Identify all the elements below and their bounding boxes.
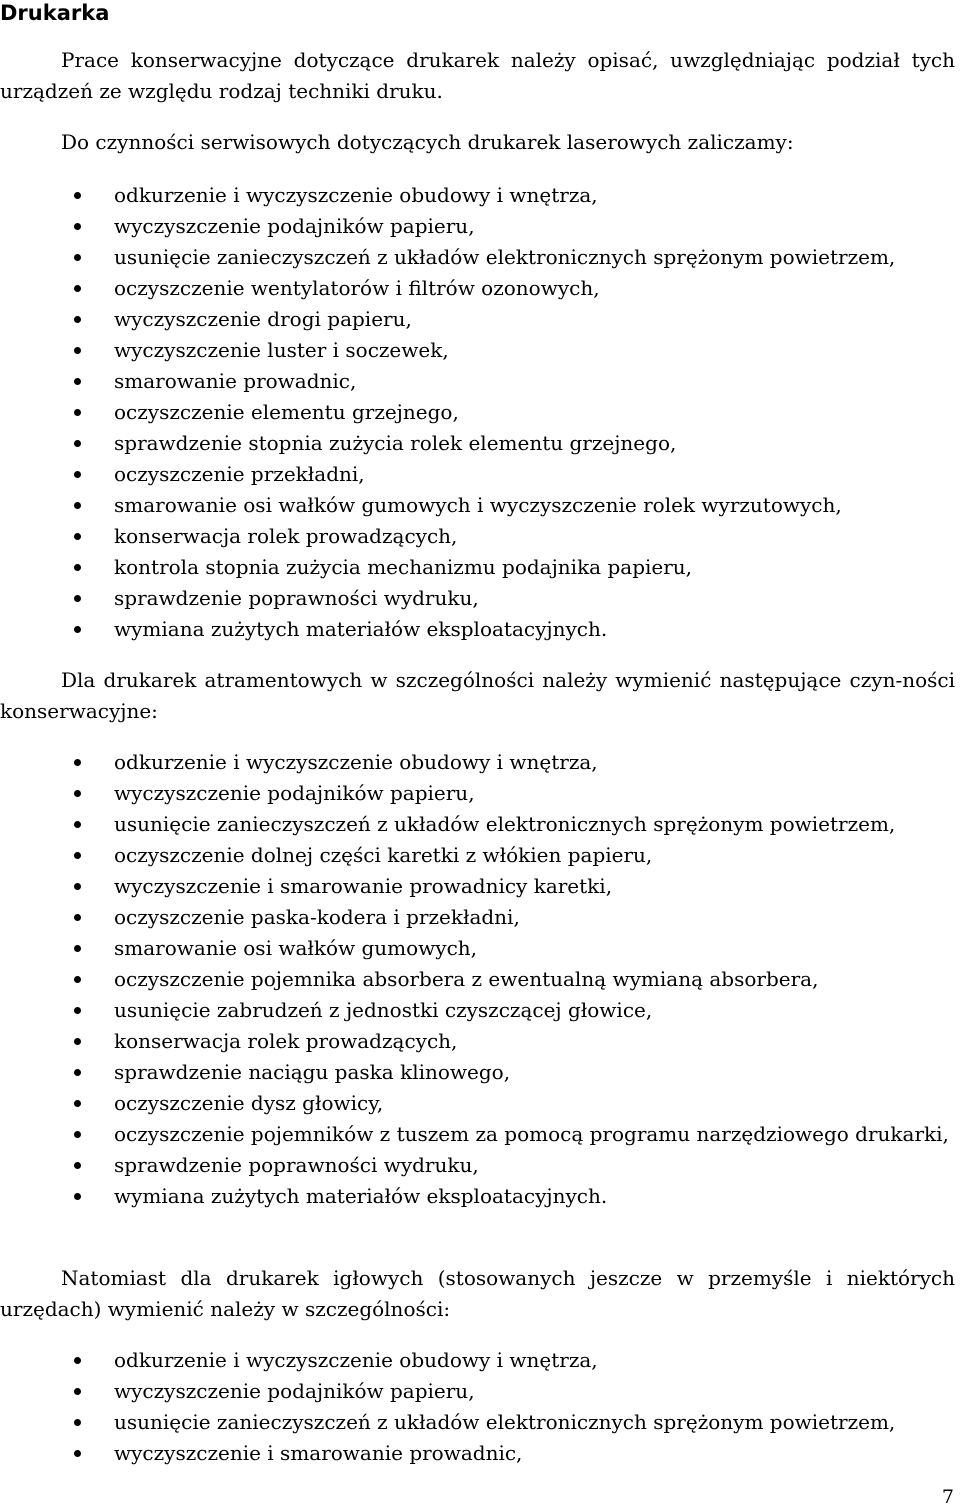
laser-list-item-text: oczyszczenie wentylatorów i filtrów ozonowych, [114, 276, 600, 300]
laser-list-item [0, 521, 955, 552]
inkjet-list-item [0, 1119, 955, 1150]
laser-list-item [0, 242, 955, 273]
section-heading: Drukarka [0, 1, 110, 25]
bullet-icon [74, 759, 81, 766]
dotmatrix-list-item [0, 1438, 955, 1469]
inkjet-list-item [0, 809, 955, 840]
inkjet-list-item [0, 995, 955, 1026]
laser-list-item-text: kontrola stopnia zużycia mechanizmu podajnika papieru, [114, 555, 693, 579]
inkjet-list-item [0, 778, 955, 809]
dotmatrix-list-item [0, 1407, 955, 1438]
laser-list-item [0, 335, 955, 366]
laser-list-item [0, 211, 955, 242]
inkjet-list-item-text: wyczyszczenie podajników papieru, [114, 781, 475, 805]
bullet-icon [74, 821, 81, 828]
inkjet-list-item [0, 1057, 955, 1088]
inkjet-list-item-text: oczyszczenie pojemnika absorbera z ewentualną wymianą absorbera, [114, 967, 819, 991]
bullet-icon [74, 347, 81, 354]
laser-list-item [0, 583, 955, 614]
bullet-icon [74, 223, 81, 230]
laser-list-item-text: wymiana zużytych materiałów eksploatacyjnych. [114, 617, 608, 641]
laser-list-item-text: wyczyszczenie drogi papieru, [114, 307, 412, 331]
laser-list-item [0, 428, 955, 459]
dotmatrix-list-item [0, 1376, 955, 1407]
dotmatrix-maintenance-list [0, 1345, 955, 1469]
bullet-icon [74, 883, 81, 890]
bullet-icon [74, 564, 81, 571]
inkjet-list-item-text: sprawdzenie naciągu paska klinowego, [114, 1060, 511, 1084]
page-number: 7 [941, 1486, 954, 1508]
bullet-icon [74, 192, 81, 199]
laser-list-item [0, 614, 955, 645]
inkjet-list-item [0, 1088, 955, 1119]
inkjet-list-item-text: smarowanie osi wałków gumowych, [114, 936, 478, 960]
bullet-icon [74, 1388, 81, 1395]
inkjet-list-item-text: wymiana zużytych materiałów eksploatacyjnych. [114, 1184, 608, 1208]
inkjet-list-item-text: usunięcie zanieczyszczeń z układów elektronicznych sprężonym powietrzem, [114, 812, 896, 836]
bullet-icon [74, 1069, 81, 1076]
inkjet-list-item-text: usunięcie zabrudzeń z jednostki czyszczącej głowice, [114, 998, 653, 1022]
inkjet-list-item-text: sprawdzenie poprawności wydruku, [114, 1153, 479, 1177]
bullet-icon [74, 790, 81, 797]
bullet-icon [74, 1450, 81, 1457]
bullet-icon [74, 976, 81, 983]
inkjet-list-item-text: oczyszczenie dolnej części karetki z włókien papieru, [114, 843, 653, 867]
laser-list-item [0, 273, 955, 304]
inkjet-list-item [0, 902, 955, 933]
inkjet-list-item-text: oczyszczenie dysz głowicy, [114, 1091, 384, 1115]
inkjet-list-item [0, 747, 955, 778]
bullet-icon [74, 595, 81, 602]
bullet-icon [74, 378, 81, 385]
laser-list-item [0, 180, 955, 211]
laser-list-item-text: wyczyszczenie luster i soczewek, [114, 338, 449, 362]
laser-list-item-text: oczyszczenie elementu grzejnego, [114, 400, 459, 424]
dotmatrix-list-item-text: usunięcie zanieczyszczeń z układów elektronicznych sprężonym powietrzem, [114, 1410, 896, 1434]
laser-list-item [0, 459, 955, 490]
inkjet-list-item [0, 933, 955, 964]
inkjet-list-item-text: odkurzenie i wyczyszczenie obudowy i wnętrza, [114, 750, 598, 774]
laser-list-item [0, 552, 955, 583]
bullet-icon [74, 285, 81, 292]
laser-list-item [0, 304, 955, 335]
inkjet-list-item-text: konserwacja rolek prowadzących, [114, 1029, 458, 1053]
bullet-icon [74, 914, 81, 921]
laser-list-item-text: odkurzenie i wyczyszczenie obudowy i wnętrza, [114, 183, 598, 207]
laser-list-item-text: sprawdzenie poprawności wydruku, [114, 586, 479, 610]
bullet-icon [74, 1162, 81, 1169]
bullet-icon [74, 409, 81, 416]
inkjet-list-item-text: oczyszczenie paska-kodera i przekładni, [114, 905, 520, 929]
laser-lead-paragraph: Do czynności serwisowych dotyczących drukarek laserowych zaliczamy: [61, 130, 794, 154]
bullet-icon [74, 626, 81, 633]
dotmatrix-list-item-text: wyczyszczenie podajników papieru, [114, 1379, 475, 1403]
inkjet-list-item [0, 1026, 955, 1057]
laser-list-item-text: sprawdzenie stopnia zużycia rolek elementu grzejnego, [114, 431, 677, 455]
bullet-icon [74, 471, 81, 478]
laser-list-item-text: wyczyszczenie podajników papieru, [114, 214, 475, 238]
dotmatrix-lead-paragraph: Natomiast dla drukarek igłowych (stosowanych jeszcze w przemyśle i niektórych urzędach) wymienić należy w szczególności: [0, 1266, 955, 1321]
laser-list-item [0, 490, 955, 521]
laser-list-item-text: oczyszczenie przekładni, [114, 462, 365, 486]
dotmatrix-list-item [0, 1345, 955, 1376]
inkjet-maintenance-list [0, 747, 955, 1212]
laser-list-item-text: usunięcie zanieczyszczeń z układów elektronicznych sprężonym powietrzem, [114, 245, 896, 269]
laser-list-item [0, 397, 955, 428]
inkjet-list-item-text: wyczyszczenie i smarowanie prowadnicy karetki, [114, 874, 613, 898]
inkjet-lead-paragraph: Dla drukarek atramentowych w szczególności należy wymienić następujące czyn-ności konserwacyjne: [0, 668, 955, 723]
laser-list-item-text: smarowanie osi wałków gumowych i wyczyszczenie rolek wyrzutowych, [114, 493, 842, 517]
bullet-icon [74, 1419, 81, 1426]
laser-maintenance-list [0, 180, 955, 645]
dotmatrix-list-item-text: odkurzenie i wyczyszczenie obudowy i wnętrza, [114, 1348, 598, 1372]
bullet-icon [74, 440, 81, 447]
laser-list-item [0, 366, 955, 397]
inkjet-list-item [0, 1181, 955, 1212]
inkjet-list-item-text: oczyszczenie pojemników z tuszem za pomocą programu narzędziowego drukarki, [114, 1122, 949, 1146]
bullet-icon [74, 316, 81, 323]
bullet-icon [74, 1100, 81, 1107]
bullet-icon [74, 1193, 81, 1200]
bullet-icon [74, 533, 81, 540]
laser-list-item-text: konserwacja rolek prowadzących, [114, 524, 458, 548]
dotmatrix-list-item-text: wyczyszczenie i smarowanie prowadnic, [114, 1441, 523, 1465]
bullet-icon [74, 945, 81, 952]
bullet-icon [74, 852, 81, 859]
inkjet-list-item [0, 964, 955, 995]
inkjet-list-item [0, 1150, 955, 1181]
bullet-icon [74, 1038, 81, 1045]
bullet-icon [74, 502, 81, 509]
bullet-icon [74, 1357, 81, 1364]
bullet-icon [74, 1007, 81, 1014]
bullet-icon [74, 1131, 81, 1138]
intro-paragraph: Prace konserwacyjne dotyczące drukarek należy opisać, uwzględniając podział tych urządzeń ze względu rodzaj techniki druku. [0, 48, 955, 103]
bullet-icon [74, 254, 81, 261]
inkjet-list-item [0, 871, 955, 902]
inkjet-list-item [0, 840, 955, 871]
laser-list-item-text: smarowanie prowadnic, [114, 369, 357, 393]
